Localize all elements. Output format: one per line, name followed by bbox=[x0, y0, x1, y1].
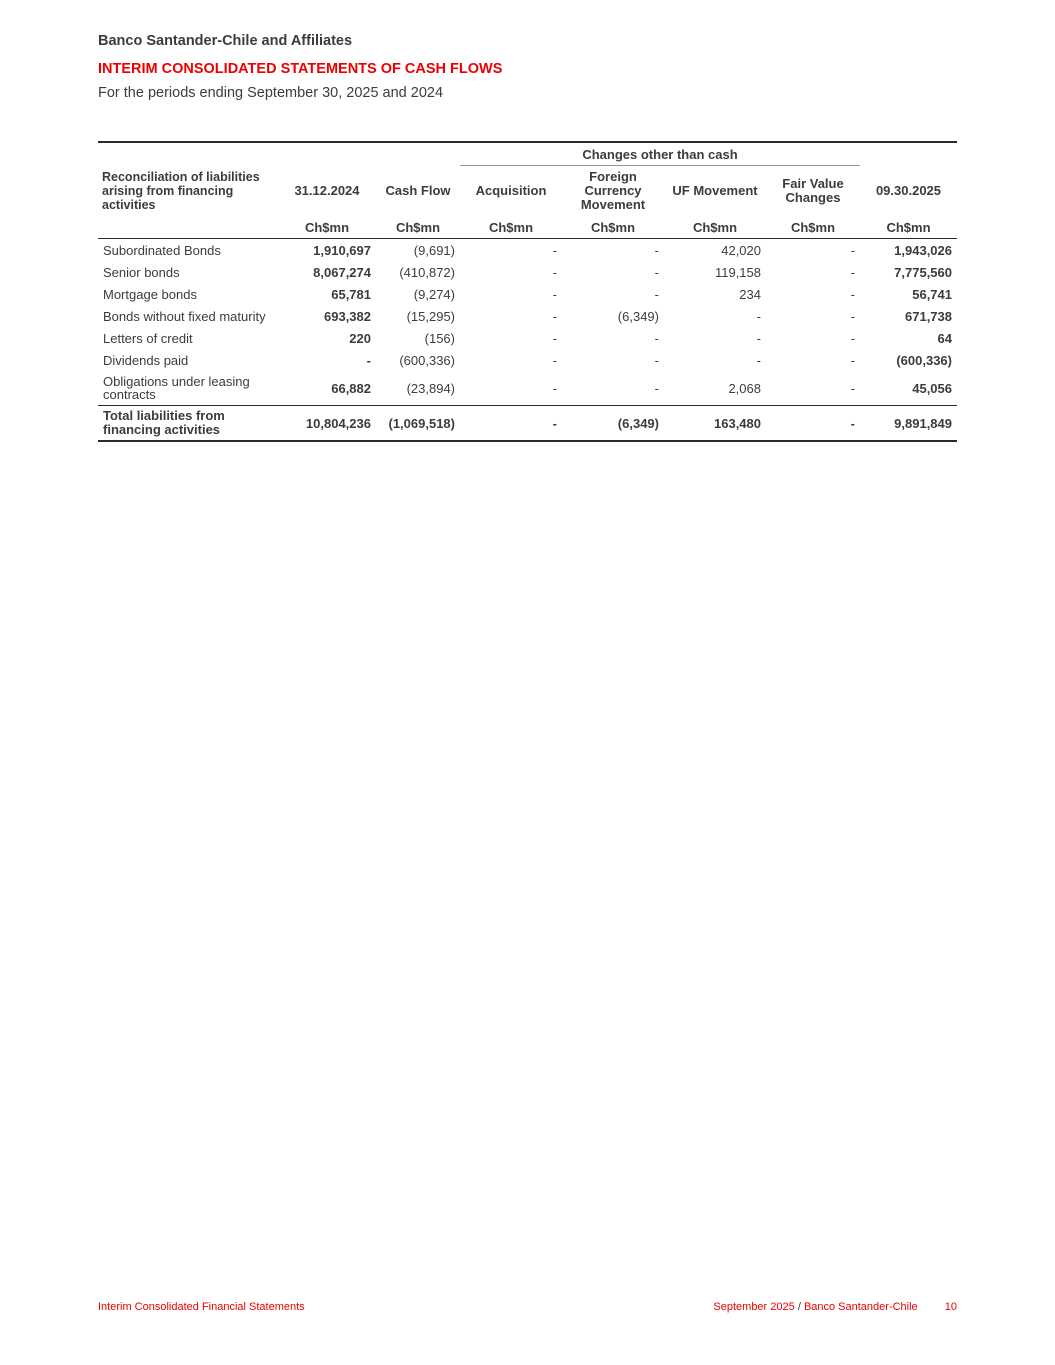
reconciliation-table bbox=[98, 141, 957, 442]
cell-foreign-currency: (6,349) bbox=[617, 308, 659, 324]
cell-foreign-currency: - bbox=[654, 286, 659, 302]
page-number: 10 bbox=[944, 1301, 957, 1313]
cell-fair-value: - bbox=[850, 308, 855, 324]
total-closing: 9,891,849 bbox=[860, 406, 957, 442]
cell-acquisition: - bbox=[552, 264, 557, 280]
total-opening: 10,804,236 bbox=[278, 406, 376, 442]
unit-label: Ch$mn bbox=[460, 216, 562, 239]
cell-opening: 65,781 bbox=[331, 286, 371, 302]
col-header-fair-value: Fair Value Changes bbox=[782, 176, 844, 205]
unit-label: Ch$mn bbox=[664, 216, 766, 239]
cell-opening: 66,882 bbox=[331, 380, 371, 396]
cell-foreign-currency: - bbox=[654, 242, 659, 258]
table-row bbox=[98, 283, 957, 305]
table-row bbox=[98, 261, 957, 283]
cell-closing: (600,336) bbox=[896, 352, 952, 368]
unit-label: Ch$mn bbox=[860, 216, 957, 239]
col-header-foreign-currency: Foreign Currency Movement bbox=[580, 169, 646, 212]
row-label: Dividends paid bbox=[103, 352, 189, 368]
cell-foreign-currency: - bbox=[654, 330, 659, 346]
cell-closing: 1,943,026 bbox=[894, 242, 952, 258]
unit-label: Ch$mn bbox=[278, 216, 376, 239]
col-header-opening: 31.12.2024 bbox=[294, 182, 360, 198]
row-label: Subordinated Bonds bbox=[103, 242, 221, 258]
changes-other-than-cash-header: Changes other than cash bbox=[460, 142, 860, 166]
col-header-closing: 09.30.2025 bbox=[875, 182, 942, 198]
column-header-row bbox=[98, 166, 957, 217]
unit-label: Ch$mn bbox=[376, 216, 460, 239]
cell-acquisition: - bbox=[552, 330, 557, 346]
cell-closing: 45,056 bbox=[912, 380, 952, 396]
row-label: Letters of credit bbox=[103, 330, 193, 346]
unit-label: Ch$mn bbox=[562, 216, 664, 239]
row-label: Senior bonds bbox=[103, 264, 180, 280]
cell-cash-flow: (23,894) bbox=[406, 380, 455, 396]
cell-opening: 8,067,274 bbox=[313, 264, 371, 280]
cell-fair-value: - bbox=[850, 242, 855, 258]
total-cash-flow: (1,069,518) bbox=[376, 406, 460, 442]
total-acquisition: - bbox=[460, 406, 562, 442]
cell-foreign-currency: - bbox=[654, 352, 659, 368]
cell-acquisition: - bbox=[552, 242, 557, 258]
table-row bbox=[98, 239, 957, 262]
table-row bbox=[98, 349, 957, 371]
cell-fair-value: - bbox=[850, 264, 855, 280]
cell-uf-movement: 2,068 bbox=[728, 380, 761, 396]
units-row bbox=[98, 216, 957, 239]
cell-closing: 7,775,560 bbox=[894, 264, 952, 280]
cell-opening: - bbox=[366, 352, 371, 368]
table-row bbox=[98, 327, 957, 349]
cell-uf-movement: - bbox=[756, 330, 761, 346]
table-row bbox=[98, 371, 957, 406]
cell-cash-flow: (410,872) bbox=[399, 264, 455, 280]
footer-document-name: Interim Consolidated Financial Statements bbox=[98, 1301, 305, 1313]
cell-acquisition: - bbox=[552, 286, 557, 302]
cell-foreign-currency: - bbox=[654, 380, 659, 396]
cell-uf-movement: 234 bbox=[739, 286, 761, 302]
cell-fair-value: - bbox=[850, 352, 855, 368]
total-fair-value: - bbox=[766, 406, 860, 442]
cell-uf-movement: - bbox=[756, 352, 761, 368]
unit-label: Ch$mn bbox=[766, 216, 860, 239]
cell-closing: 671,738 bbox=[905, 308, 952, 324]
footer-separator: / bbox=[797, 1301, 801, 1313]
cell-acquisition: - bbox=[552, 308, 557, 324]
cell-cash-flow: (156) bbox=[424, 330, 455, 346]
cell-closing: 56,741 bbox=[912, 286, 952, 302]
total-foreign-currency: (6,349) bbox=[562, 406, 664, 442]
row-label: Obligations under leasing contracts bbox=[103, 374, 250, 402]
cell-closing: 64 bbox=[937, 330, 952, 346]
cell-opening: 1,910,697 bbox=[313, 242, 371, 258]
col-header-uf-movement: UF Movement bbox=[672, 183, 758, 198]
total-label: Total liabilities from financing activities bbox=[98, 406, 278, 442]
cell-fair-value: - bbox=[850, 330, 855, 346]
footer-right bbox=[713, 1301, 957, 1313]
footer-month: September 2025 bbox=[713, 1301, 795, 1313]
cell-cash-flow: (600,336) bbox=[399, 352, 455, 368]
cell-opening: 220 bbox=[349, 330, 371, 346]
cell-cash-flow: (9,691) bbox=[413, 242, 455, 258]
period-subtitle: For the periods ending September 30, 2025 and 2024 bbox=[98, 85, 444, 101]
cell-uf-movement: - bbox=[756, 308, 761, 324]
footer-bank-name: Banco Santander-Chile bbox=[803, 1301, 918, 1313]
cell-acquisition: - bbox=[552, 380, 557, 396]
cell-opening: 693,382 bbox=[324, 308, 371, 324]
company-name: Banco Santander-Chile and Affiliates bbox=[98, 33, 353, 49]
statement-title: INTERIM CONSOLIDATED STATEMENTS OF CASH FLOWS bbox=[98, 61, 503, 77]
cell-fair-value: - bbox=[850, 380, 855, 396]
total-row bbox=[98, 406, 957, 442]
row-label: Mortgage bonds bbox=[103, 286, 197, 302]
col-header-acquisition: Acquisition bbox=[475, 183, 547, 198]
cell-acquisition: - bbox=[552, 352, 557, 368]
cell-uf-movement: 119,158 bbox=[714, 264, 761, 280]
cell-foreign-currency: - bbox=[654, 264, 659, 280]
total-uf-movement: 163,480 bbox=[664, 406, 766, 442]
cell-fair-value: - bbox=[850, 286, 855, 302]
cell-cash-flow: (15,295) bbox=[406, 308, 455, 324]
page-header bbox=[98, 30, 958, 104]
row-label: Bonds without fixed maturity bbox=[103, 308, 266, 324]
col-header-cash-flow: Cash Flow bbox=[385, 182, 451, 198]
cell-cash-flow: (9,274) bbox=[413, 286, 455, 302]
cell-uf-movement: 42,020 bbox=[721, 242, 761, 258]
table-row bbox=[98, 305, 957, 327]
group-header-row bbox=[98, 142, 957, 166]
col-header-reconciliation: Reconciliation of liabilities arising from financing activities bbox=[102, 169, 260, 212]
